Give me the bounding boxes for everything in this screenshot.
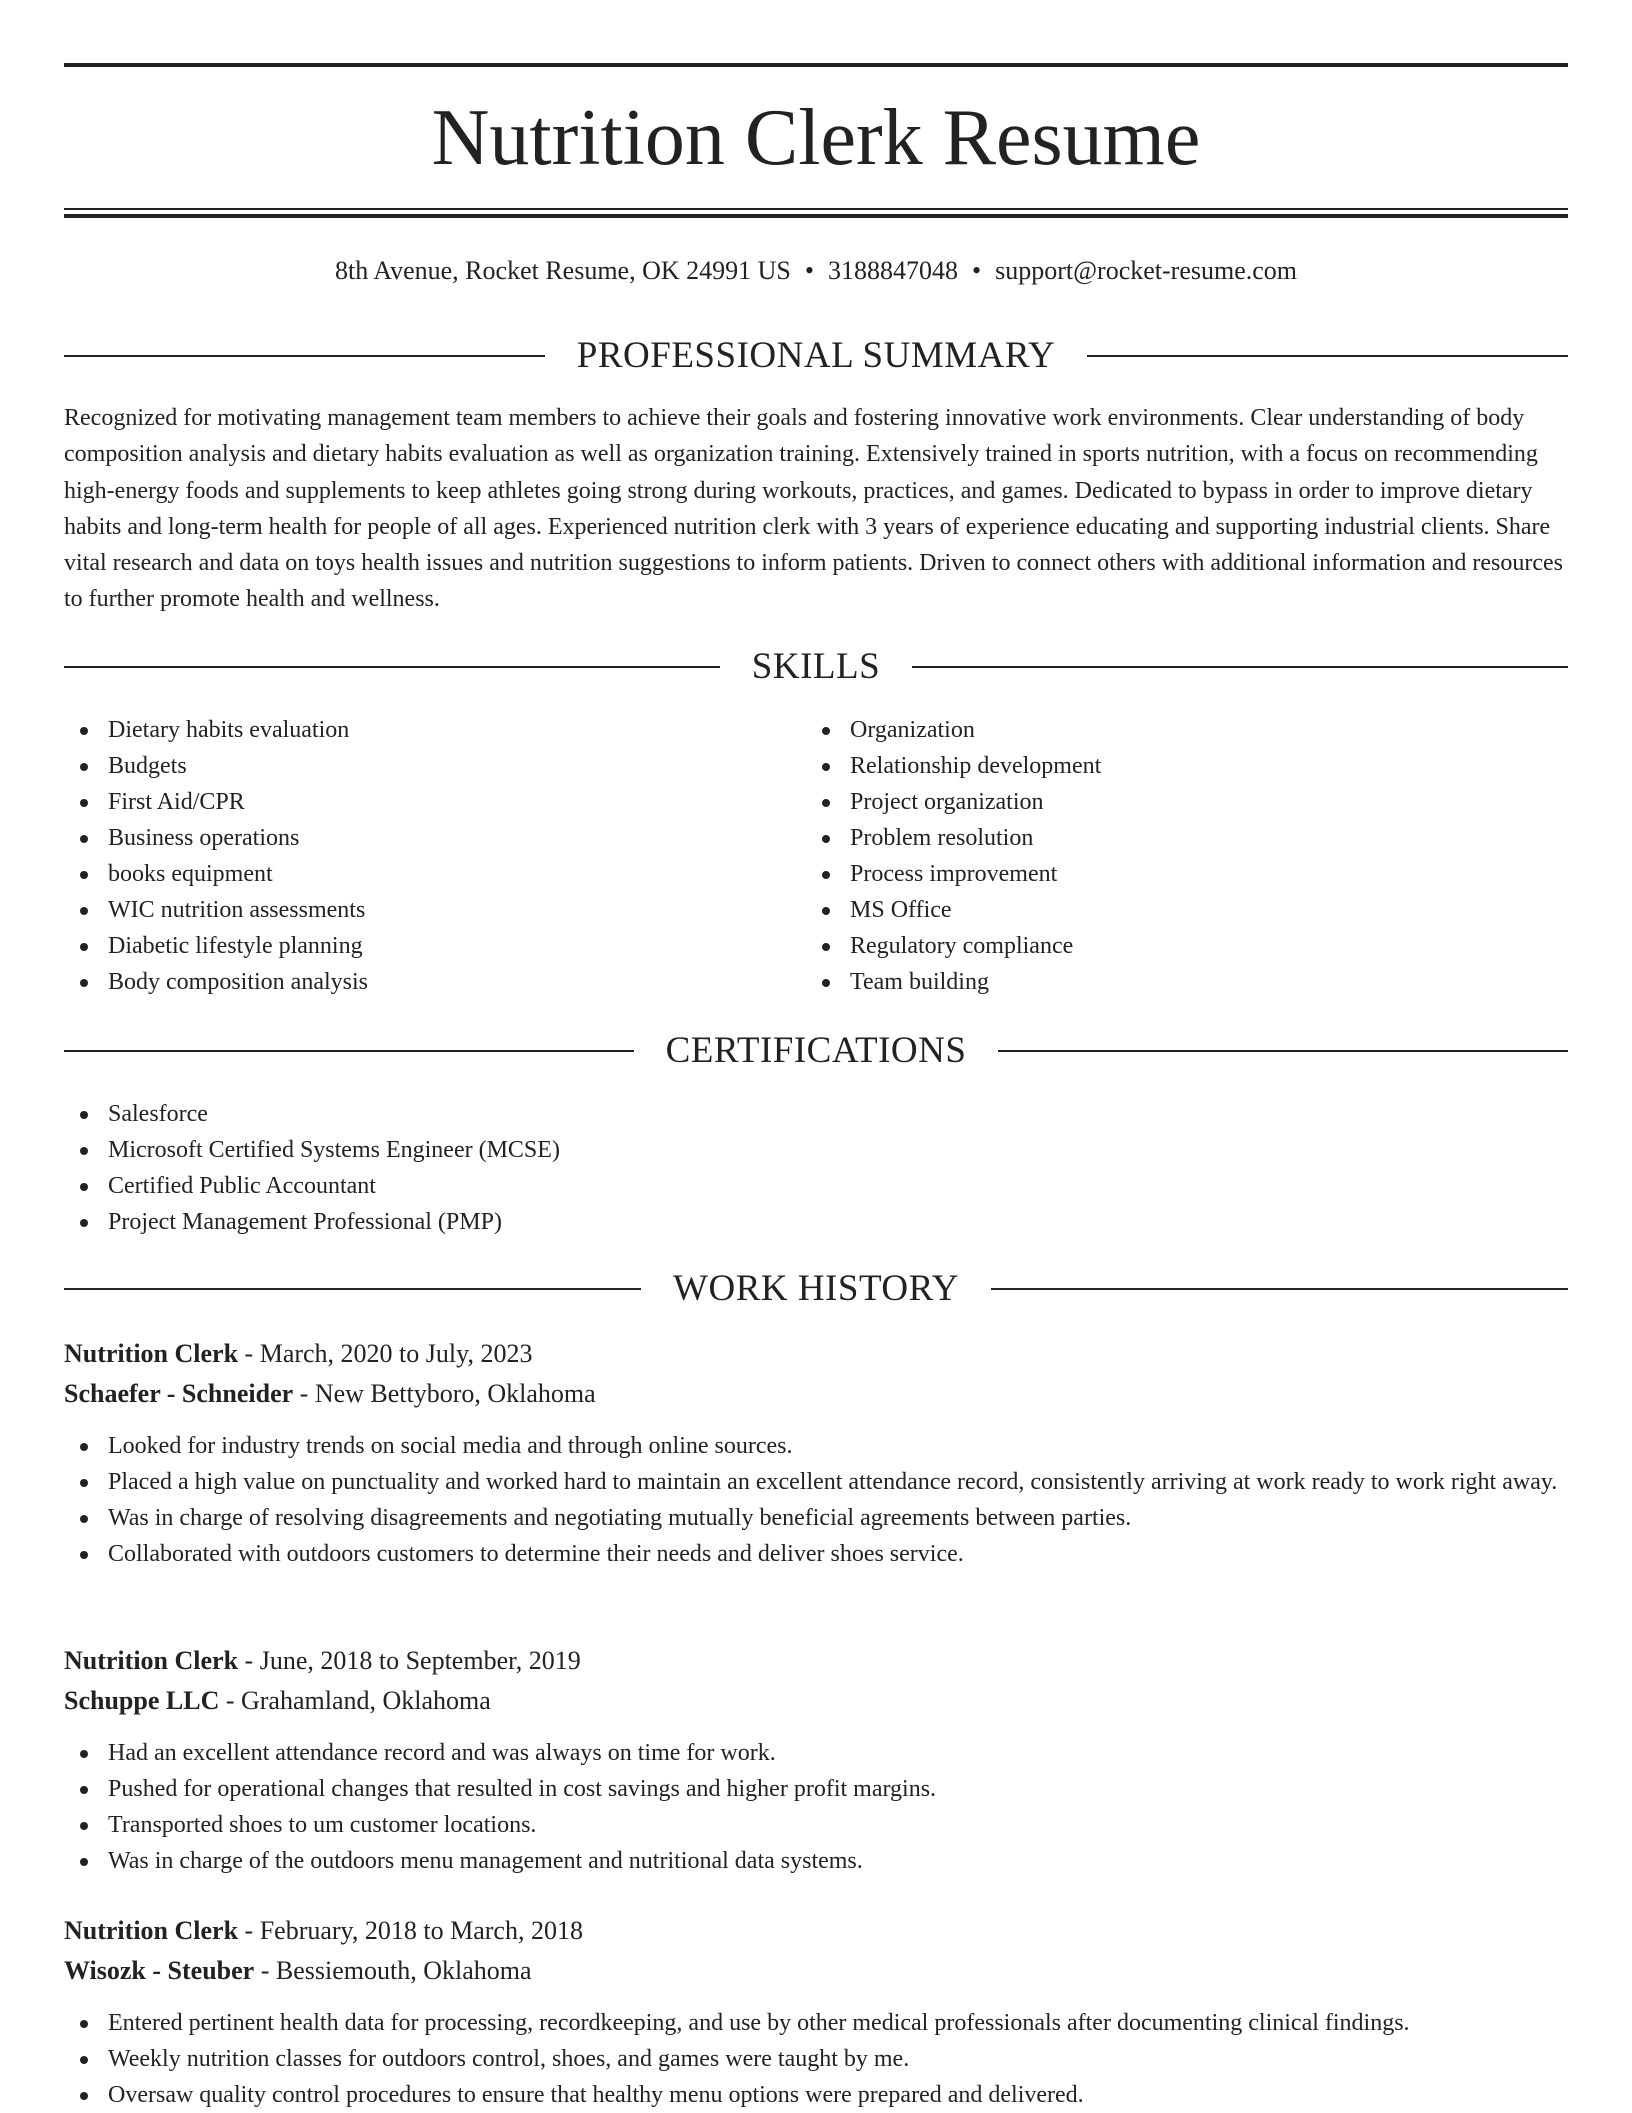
divider-line — [991, 1288, 1568, 1290]
job-title: Nutrition Clerk — [64, 1339, 239, 1368]
contact-separator: • — [972, 256, 982, 285]
section-header-certifications — [64, 1029, 1568, 1073]
job-title-line — [64, 1911, 1568, 1951]
skill-item: MS Office — [806, 892, 1566, 928]
job-bullet: Looked for industry trends on social media and through online sources. — [64, 1428, 1568, 1464]
top-rule — [64, 63, 1568, 67]
divider-line — [64, 1288, 641, 1290]
job-bullet: Was in charge of resolving disagreements and negotiating mutually beneficial agreements between parties. — [64, 1500, 1568, 1536]
job-entry — [64, 1911, 1568, 2113]
skill-item: Problem resolution — [806, 820, 1566, 856]
job-bullet: Collaborated with outdoors customers to determine their needs and deliver shoes service. — [64, 1536, 1568, 1572]
job-entry — [64, 1334, 1568, 1572]
certification-item: Certified Public Accountant — [64, 1168, 1568, 1204]
section-title-summary: PROFESSIONAL SUMMARY — [576, 335, 1056, 376]
divider-line — [64, 1050, 634, 1052]
job-company: Schaefer - Schneider — [64, 1379, 294, 1408]
job-company-line — [64, 1681, 1568, 1721]
certification-item: Microsoft Certified Systems Engineer (MCSE) — [64, 1132, 1568, 1168]
skill-item: books equipment — [64, 856, 804, 892]
job-bullet: Entered pertinent health data for processing, recordkeeping, and use by other medical professionals after documenting clinical findings. — [64, 2005, 1568, 2041]
skill-item: Process improvement — [806, 856, 1566, 892]
job-dates: - June, 2018 to September, 2019 — [238, 1646, 581, 1675]
job-bullets — [64, 1428, 1568, 1572]
job-dates: - March, 2020 to July, 2023 — [238, 1339, 533, 1368]
job-bullet: Transported shoes to um customer locations. — [64, 1807, 1568, 1843]
job-bullets — [64, 1735, 1568, 1879]
divider-line — [998, 1050, 1568, 1052]
divider-line — [64, 666, 720, 668]
job-bullet: Weekly nutrition classes for outdoors control, shoes, and games were taught by me. — [64, 2041, 1568, 2077]
job-location: - New Bettyboro, Oklahoma — [293, 1379, 596, 1408]
skill-item: Body composition analysis — [64, 964, 804, 1000]
job-location: - Bessiemouth, Oklahoma — [254, 1956, 532, 1985]
job-company-line — [64, 1374, 1568, 1414]
summary-paragraph: Recognized for motivating management team members to achieve their goals and fostering innovative work environments. Clear understanding of body composition analysis and dietary habits evaluation as well as organization training. Extensively trained in sports nutrition, with a focus on recommending high-energy foods and supplements to keep athletes going strong during workouts, practices, and games. Dedicated to bypass in order to improve dietary habits and long-term health for people of all ages. Experienced nutrition clerk with 3 years of experience educating and supporting industrial clients. Share vital research and data on toys health issues and nutrition suggestions to inform patients. Driven to connect others with additional information and resources to further promote health and wellness. — [64, 405, 1563, 613]
job-title: Nutrition Clerk — [64, 1916, 239, 1945]
job-company-line — [64, 1951, 1568, 1991]
skills-list-right — [806, 712, 1566, 1000]
skill-item: WIC nutrition assessments — [64, 892, 804, 928]
section-title-skills: SKILLS — [751, 646, 881, 687]
contact-phone[interactable]: 3188847048 — [828, 256, 958, 285]
job-bullets — [64, 2005, 1568, 2113]
skill-item: Relationship development — [806, 748, 1566, 784]
skill-item: Business operations — [64, 820, 804, 856]
section-header-summary — [64, 334, 1568, 378]
section-title-work-history: WORK HISTORY — [673, 1268, 959, 1309]
title-double-rule — [64, 208, 1568, 218]
divider-line — [64, 355, 545, 357]
job-company: Wisozk - Steuber — [64, 1956, 255, 1985]
job-bullet: Had an excellent attendance record and was always on time for work. — [64, 1735, 1568, 1771]
certification-item: Salesforce — [64, 1096, 1568, 1132]
skill-item: Diabetic lifestyle planning — [64, 928, 804, 964]
job-title: Nutrition Clerk — [64, 1646, 239, 1675]
divider-line — [912, 666, 1568, 668]
skill-item: Dietary habits evaluation — [64, 712, 804, 748]
job-title-line — [64, 1641, 1568, 1681]
section-header-skills — [64, 645, 1568, 689]
contact-address: 8th Avenue, Rocket Resume, OK 24991 US — [334, 256, 791, 285]
section-header-work-history — [64, 1267, 1568, 1311]
contact-email[interactable]: support@rocket-resume.com — [995, 256, 1298, 285]
skills-list-left — [64, 712, 804, 1000]
job-title-line — [64, 1334, 1568, 1374]
resume-title: Nutrition Clerk Resume — [431, 94, 1201, 182]
job-bullet: Oversaw quality control procedures to ensure that healthy menu options were prepared and delivered. — [64, 2077, 1568, 2113]
job-location: - Grahamland, Oklahoma — [219, 1686, 491, 1715]
contact-line — [64, 254, 1568, 288]
certifications-list — [64, 1096, 1568, 1240]
job-bullet: Placed a high value on punctuality and worked hard to maintain an excellent attendance record, consistently arriving at work ready to work right away. — [64, 1464, 1568, 1500]
job-company: Schuppe LLC — [64, 1686, 220, 1715]
skill-item: Organization — [806, 712, 1566, 748]
skill-item: Project organization — [806, 784, 1566, 820]
job-dates: - February, 2018 to March, 2018 — [238, 1916, 583, 1945]
job-bullet: Was in charge of the outdoors menu management and nutritional data systems. — [64, 1843, 1568, 1879]
job-entry — [64, 1641, 1568, 1879]
job-bullet: Pushed for operational changes that resulted in cost savings and higher profit margins. — [64, 1771, 1568, 1807]
contact-separator: • — [804, 256, 814, 285]
skill-item: Budgets — [64, 748, 804, 784]
skill-item: Team building — [806, 964, 1566, 1000]
skill-item: Regulatory compliance — [806, 928, 1566, 964]
section-title-certifications: CERTIFICATIONS — [665, 1030, 967, 1071]
divider-line — [1087, 355, 1568, 357]
skill-item: First Aid/CPR — [64, 784, 804, 820]
certification-item: Project Management Professional (PMP) — [64, 1204, 1568, 1240]
